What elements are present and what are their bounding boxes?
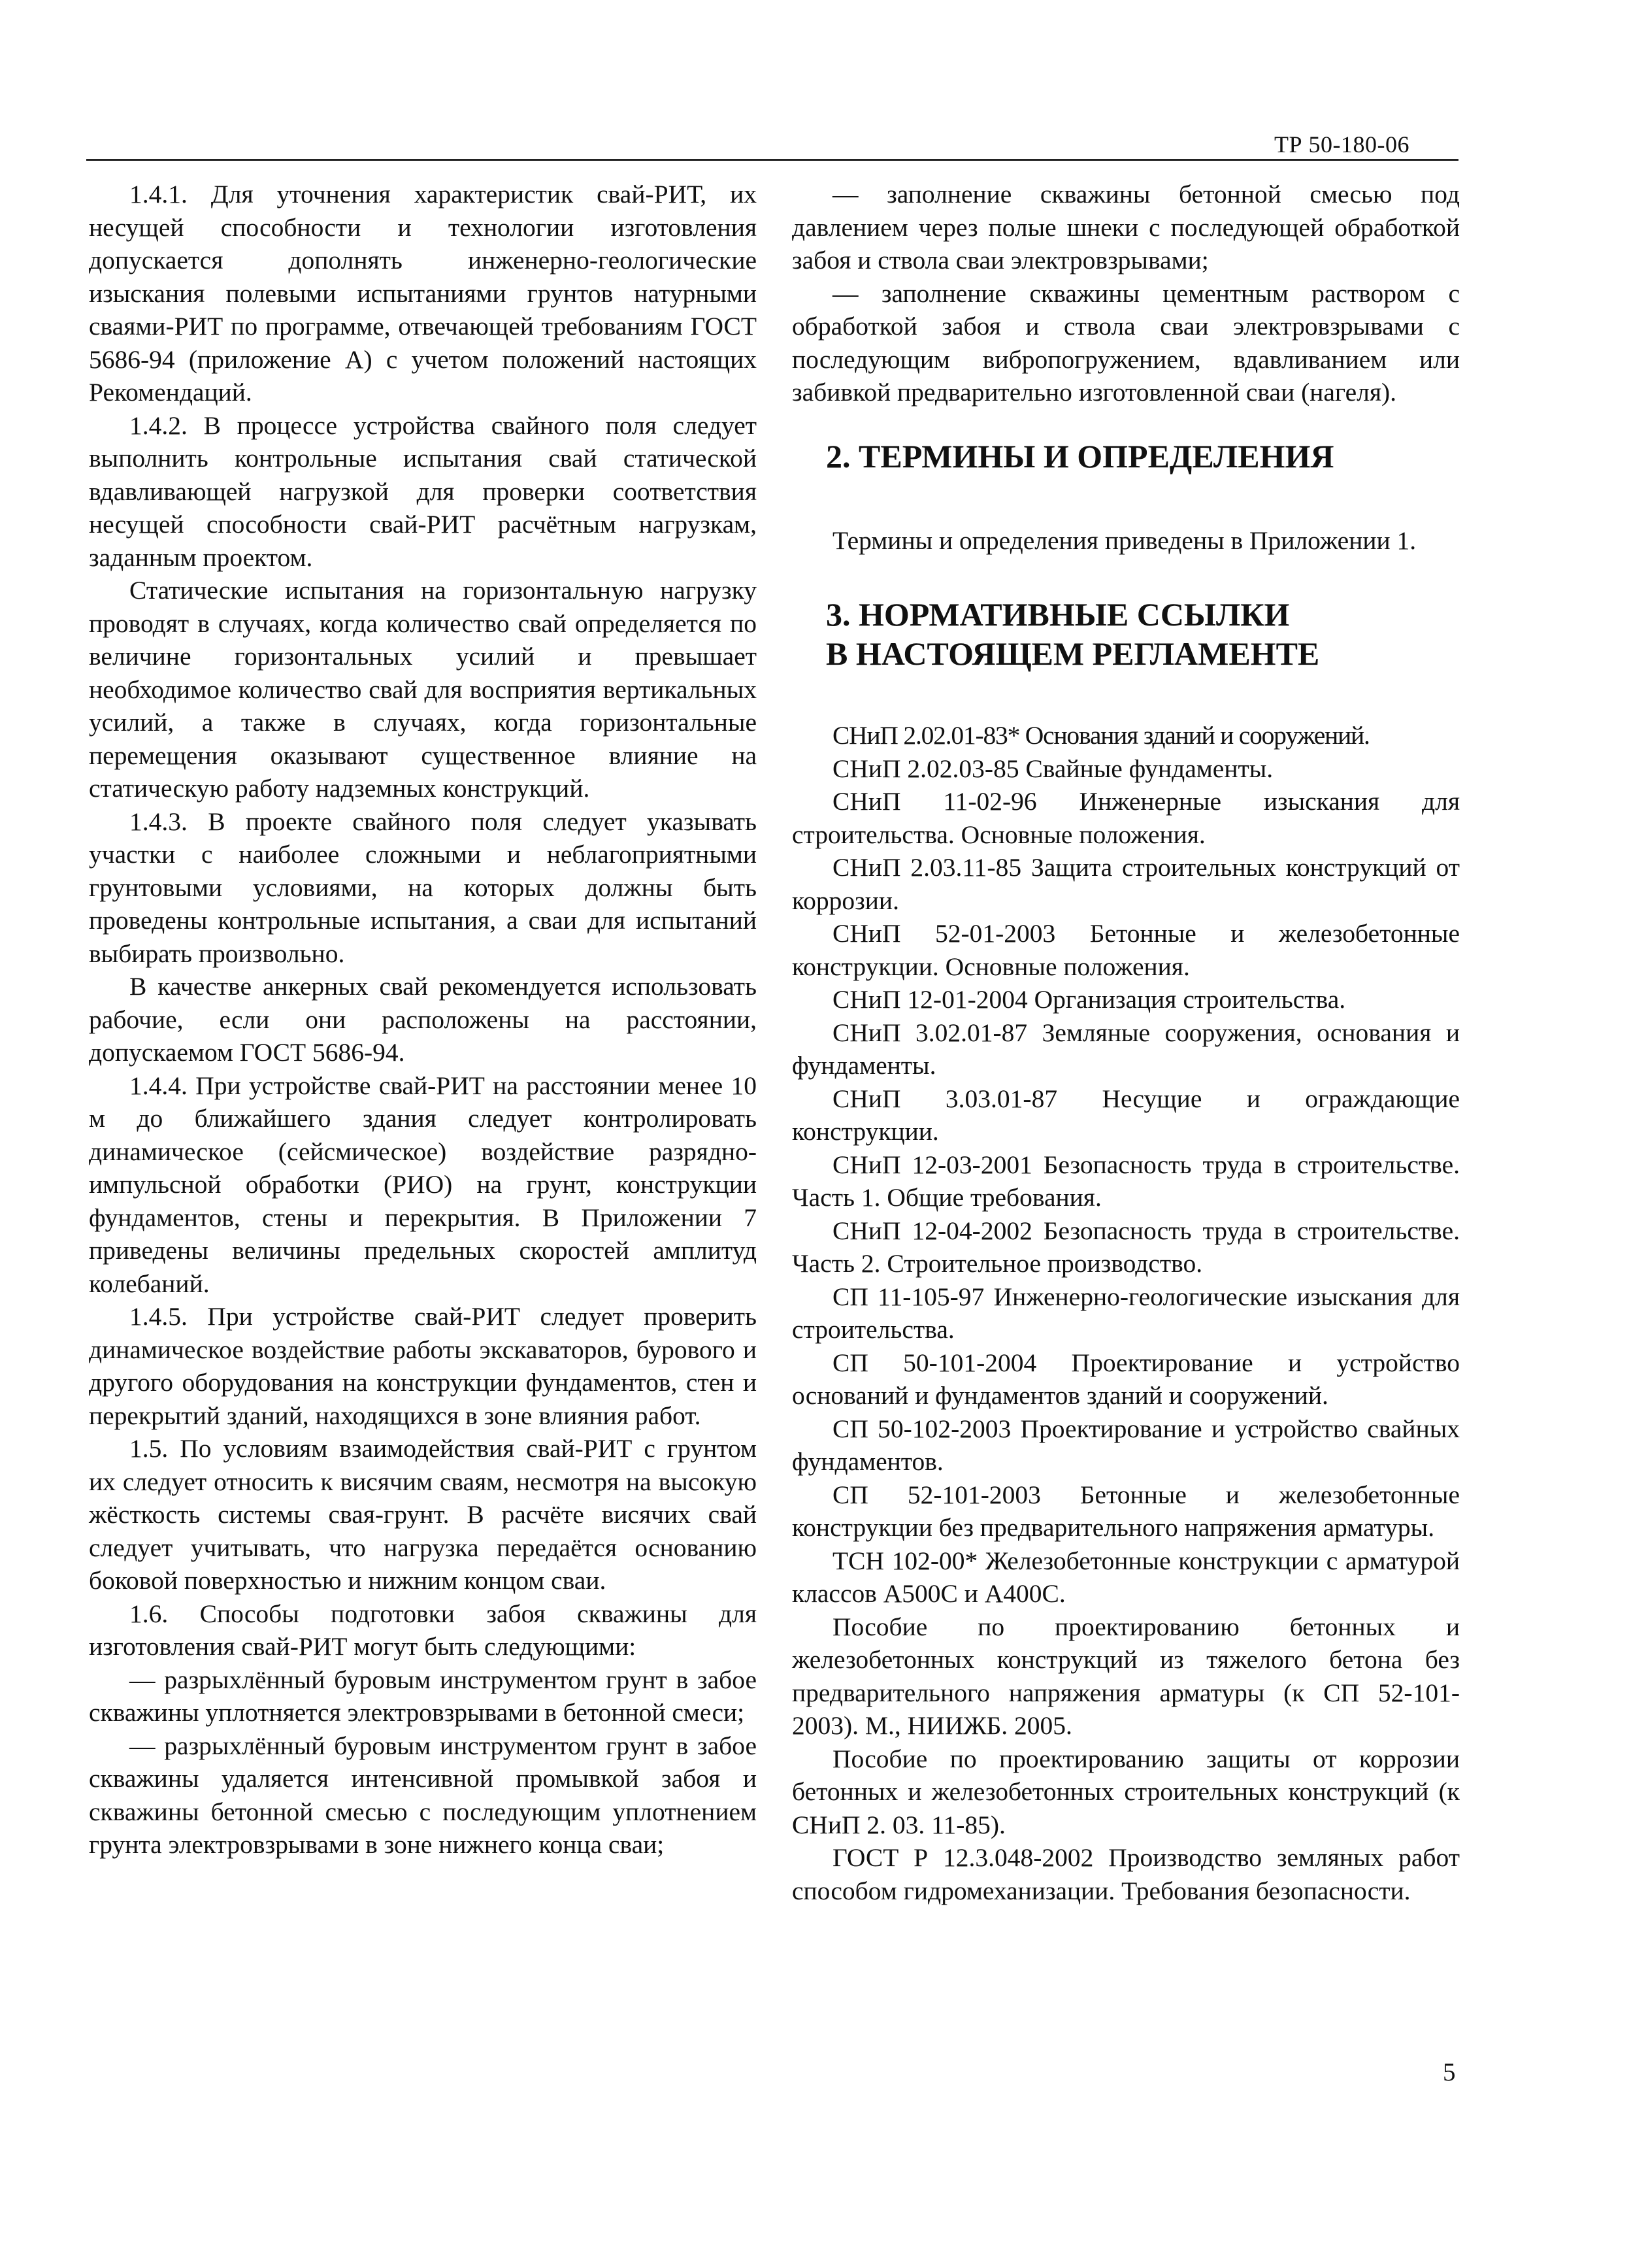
reference-item: СП 50-101-2004 Проектирование и устройство оснований и фундаментов зданий и сооружений.	[792, 1348, 1460, 1410]
section-3-heading	[792, 595, 1460, 673]
reference-item: СНиП 2.02.01-83* Основания зданий и сооружений.	[832, 721, 1370, 750]
reference-item: СП 11-105-97 Инженерно-геологические изыскания для строительства.	[792, 1282, 1460, 1344]
header-rule	[86, 159, 1458, 161]
reference-item: СНиП 12-03-2001 Безопасность труда в строительстве. Часть 1. Общие требования.	[792, 1150, 1460, 1212]
reference-item: СНиП 12-01-2004 Организация строительства.	[832, 985, 1346, 1014]
paragraph-1-4-1: 1.4.1. Для уточнения характеристик свай-РИТ, их несущей способности и технологии изготовления допускается дополнять инженерно-геологические изыскания полевыми испытаниями грунтов натурными сваями-РИТ по программе, отвечающей требованиям ГОСТ 5686-94 (приложение А) с учетом положений настоящих Рекомендаций.	[89, 180, 757, 407]
reference-item: СНиП 2.02.03-85 Свайные фундаменты.	[832, 754, 1274, 783]
section-3-heading-line-1: 3. НОРМАТИВНЫЕ ССЫЛКИ	[826, 596, 1290, 633]
section-2-text: Термины и определения приведены в Приложении 1.	[832, 525, 1417, 555]
reference-item: СНиП 3.02.01-87 Земляные сооружения, основания и фундаменты.	[792, 1018, 1460, 1080]
section-2-heading: 2. ТЕРМИНЫ И ОПРЕДЕЛЕНИЯ	[826, 437, 1334, 475]
reference-item: СП 52-101-2003 Бетонные и железобетонные конструкции без предварительного напряжения арматуры.	[792, 1480, 1460, 1542]
paragraph-1-4-5: 1.4.5. При устройстве свай-РИТ следует проверить динамическое воздействие работы экскаваторов, бурового и другого оборудования на конструкции фундаментов, стен и перекрытий зданий, находящихся в зоне влияния работ.	[89, 1302, 757, 1430]
section-3-heading-line-2: В НАСТОЯЩЕМ РЕГЛАМЕНТЕ	[826, 635, 1320, 672]
right-column	[792, 178, 1460, 1907]
reference-item: Пособие по проектированию защиты от коррозии бетонных и железобетонных строительных конструкций (к СНиП 2. 03. 11-85).	[792, 1744, 1460, 1839]
reference-item: СНиП 2.03.11-85 Защита строительных конструкций от коррозии.	[792, 853, 1460, 915]
reference-item: Пособие по проектированию бетонных и железобетонных конструкций из тяжелого бетона без предварительного напряжения арматуры (к СП 52-101-2003). М., НИИЖБ. 2005.	[792, 1612, 1460, 1740]
list-item-method-2: — разрыхлённый буровым инструментом грунт в забое скважины удаляется интенсивной промывкой забоя и скважины бетонной смесью с последующим уплотнением грунта электровзрывами в зоне нижнего конца сваи;	[89, 1731, 757, 1859]
running-head-doc-code: ТР 50-180-06	[1274, 131, 1409, 158]
paragraph-anchor-piles: В качестве анкерных свай рекомендуется использовать рабочие, если они расположены на расстоянии, допускаемом ГОСТ 5686-94.	[89, 972, 757, 1067]
left-column	[89, 178, 757, 1861]
reference-item: ТСН 102-00* Железобетонные конструкции с арматурой классов А500С и А400С.	[792, 1546, 1460, 1608]
paragraph-static-tests: Статические испытания на горизонтальную нагрузку проводят в случаях, когда количество свай определяется по величине горизонтальных усилий и превышает необходимое количество свай для восприятия вертикальных усилий, а также в случаях, когда горизонтальные перемещения оказывают существенное влияние на статическую работу надземных конструкций.	[89, 576, 757, 803]
paragraph-1-6: 1.6. Способы подготовки забоя скважины для изготовления свай-РИТ могут быть следующими:	[89, 1599, 757, 1661]
list-item-method-3: — заполнение скважины бетонной смесью под давлением через полые шнеки с последующей обработкой забоя и ствола сваи электровзрывами;	[792, 180, 1460, 275]
list-item-method-1: — разрыхлённый буровым инструментом грунт в забое скважины уплотняется электровзрывами в бетонной смеси;	[89, 1665, 757, 1727]
paragraph-1-4-4: 1.4.4. При устройстве свай-РИТ на расстоянии менее 10 м до ближайшего здания следует контролировать динамическое (сейсмическое) воздействие разрядно-импульсной обработки (РИО) на грунт, конструкции фундаментов, стены и перекрытия. В Приложении 7 приведены величины предельных скоростей амплитуд колебаний.	[89, 1071, 757, 1298]
reference-item: СНиП 11-02-96 Инженерные изыскания для строительства. Основные положения.	[792, 787, 1460, 849]
list-item-method-4: — заполнение скважины цементным раствором с обработкой забоя и ствола сваи электровзрывами с последующим вибропогружением, вдавливанием или забивкой предварительно изготовленной сваи (нагеля).	[792, 278, 1460, 407]
paragraph-1-4-3: 1.4.3. В проекте свайного поля следует указывать участки с наиболее сложными и неблагоприятными грунтовыми условиями, на которых должны быть проведены контрольные испытания, а сваи для испытаний выбирать произвольно.	[89, 807, 757, 968]
reference-item: СНиП 3.03.01-87 Несущие и ограждающие конструкции.	[792, 1084, 1460, 1146]
reference-item: СНиП 52-01-2003 Бетонные и железобетонные конструкции. Основные положения.	[792, 919, 1460, 981]
reference-item: СП 50-102-2003 Проектирование и устройство свайных фундаментов.	[792, 1414, 1460, 1476]
reference-item: ГОСТ Р 12.3.048-2002 Производство земляных работ способом гидромеханизации. Требования безопасности.	[792, 1843, 1460, 1905]
page-number: 5	[1443, 2058, 1456, 2086]
paragraph-1-5: 1.5. По условиям взаимодействия свай-РИТ с грунтом их следует относить к висячим сваям, несмотря на высокую жёсткость системы свая-грунт. В расчёте висячих свай следует учитывать, что нагрузка передаётся основанию боковой поверхностью и нижним концом сваи.	[89, 1434, 757, 1595]
reference-item: СНиП 12-04-2002 Безопасность труда в строительстве. Часть 2. Строительное производство.	[792, 1216, 1460, 1278]
paragraph-1-4-2: 1.4.2. В процессе устройства свайного поля следует выполнить контрольные испытания свай статической вдавливающей нагрузкой для проверки соответствия несущей способности свай-РИТ расчётным нагрузкам, заданным проектом.	[89, 410, 757, 572]
